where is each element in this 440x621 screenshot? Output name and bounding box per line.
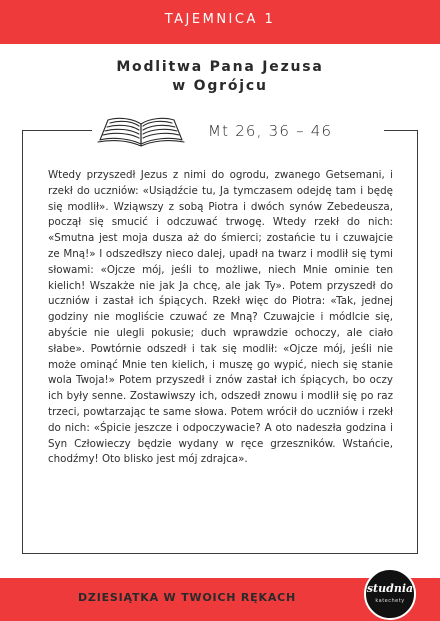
scripture-reference: Mt 26, 36 – 46 (208, 122, 333, 140)
studnia-logo[interactable] (364, 568, 416, 620)
page-title (0, 58, 440, 96)
gospel-passage: Wtedy przyszedł Jezus z nimi do ogrodu, zwanego Getsemani, i rzekł do uczniów: «Usiądźcie tu, Ja tymczasem odejdę tam i będę się modlił». Wziąwszy z sobą Piotra i dwóch synów Zebedeusza, począł się smucić i odczuwać trwogę. Wtedy rzekł do nich: «Smutna jest moja dusza aż do śmierci; zostańcie tu i czuwajcie ze Mną!» I odszedłszy nieco dalej, upadł na twarz i modlił się tymi słowami: «Ojcze mój, jeśli to możliwe, niech Mnie ominie ten kielich! Wszakże nie jak Ja chcę, ale jak Ty». Potem przyszedł do uczniów i zastał ich śpiących. Rzekł więc do Piotra: «Tak, jednej godziny nie mogliście czuwać ze Mną? Czuwajcie i módlcie się, abyście nie ulegli pokusie; duch wprawdzie ochoczy, ale ciało słabe». Powtórnie odszedł i tak się modlił: «Ojcze mój, jeśli nie może ominąć Mnie ten kielich, i muszę go wypić, niech się stanie wola Twoja!» Potem przyszedł i znów zastał ich śpiących, bo oczy ich były senne. Zostawiwszy ich, odszedł znowu i modlił się po raz trzeci, powtarzając te same słowa. Potem wrócił do uczniów i rzekł do nich: «Śpicie jeszcze i odpoczywacie? A oto nadeszła godzina i Syn Człowieczy będzie wydany w ręce grzeszników. Wstańcie, chodźmy! Oto blisko jest mój zdrajca». (48, 169, 393, 466)
logo-main-text: studnia (366, 582, 414, 595)
open-book-icon (96, 114, 186, 148)
mystery-label: TAJEMNICA 1 (164, 12, 276, 27)
top-banner (0, 0, 440, 44)
logo-sub-text: katechety (375, 598, 405, 604)
title-line-1: Modlitwa Pana Jezusa (116, 59, 324, 75)
footer-label: DZIESIĄTKA W TWOICH RĘKACH (78, 591, 297, 604)
title-line-2: w Ogrójcu (172, 78, 268, 94)
